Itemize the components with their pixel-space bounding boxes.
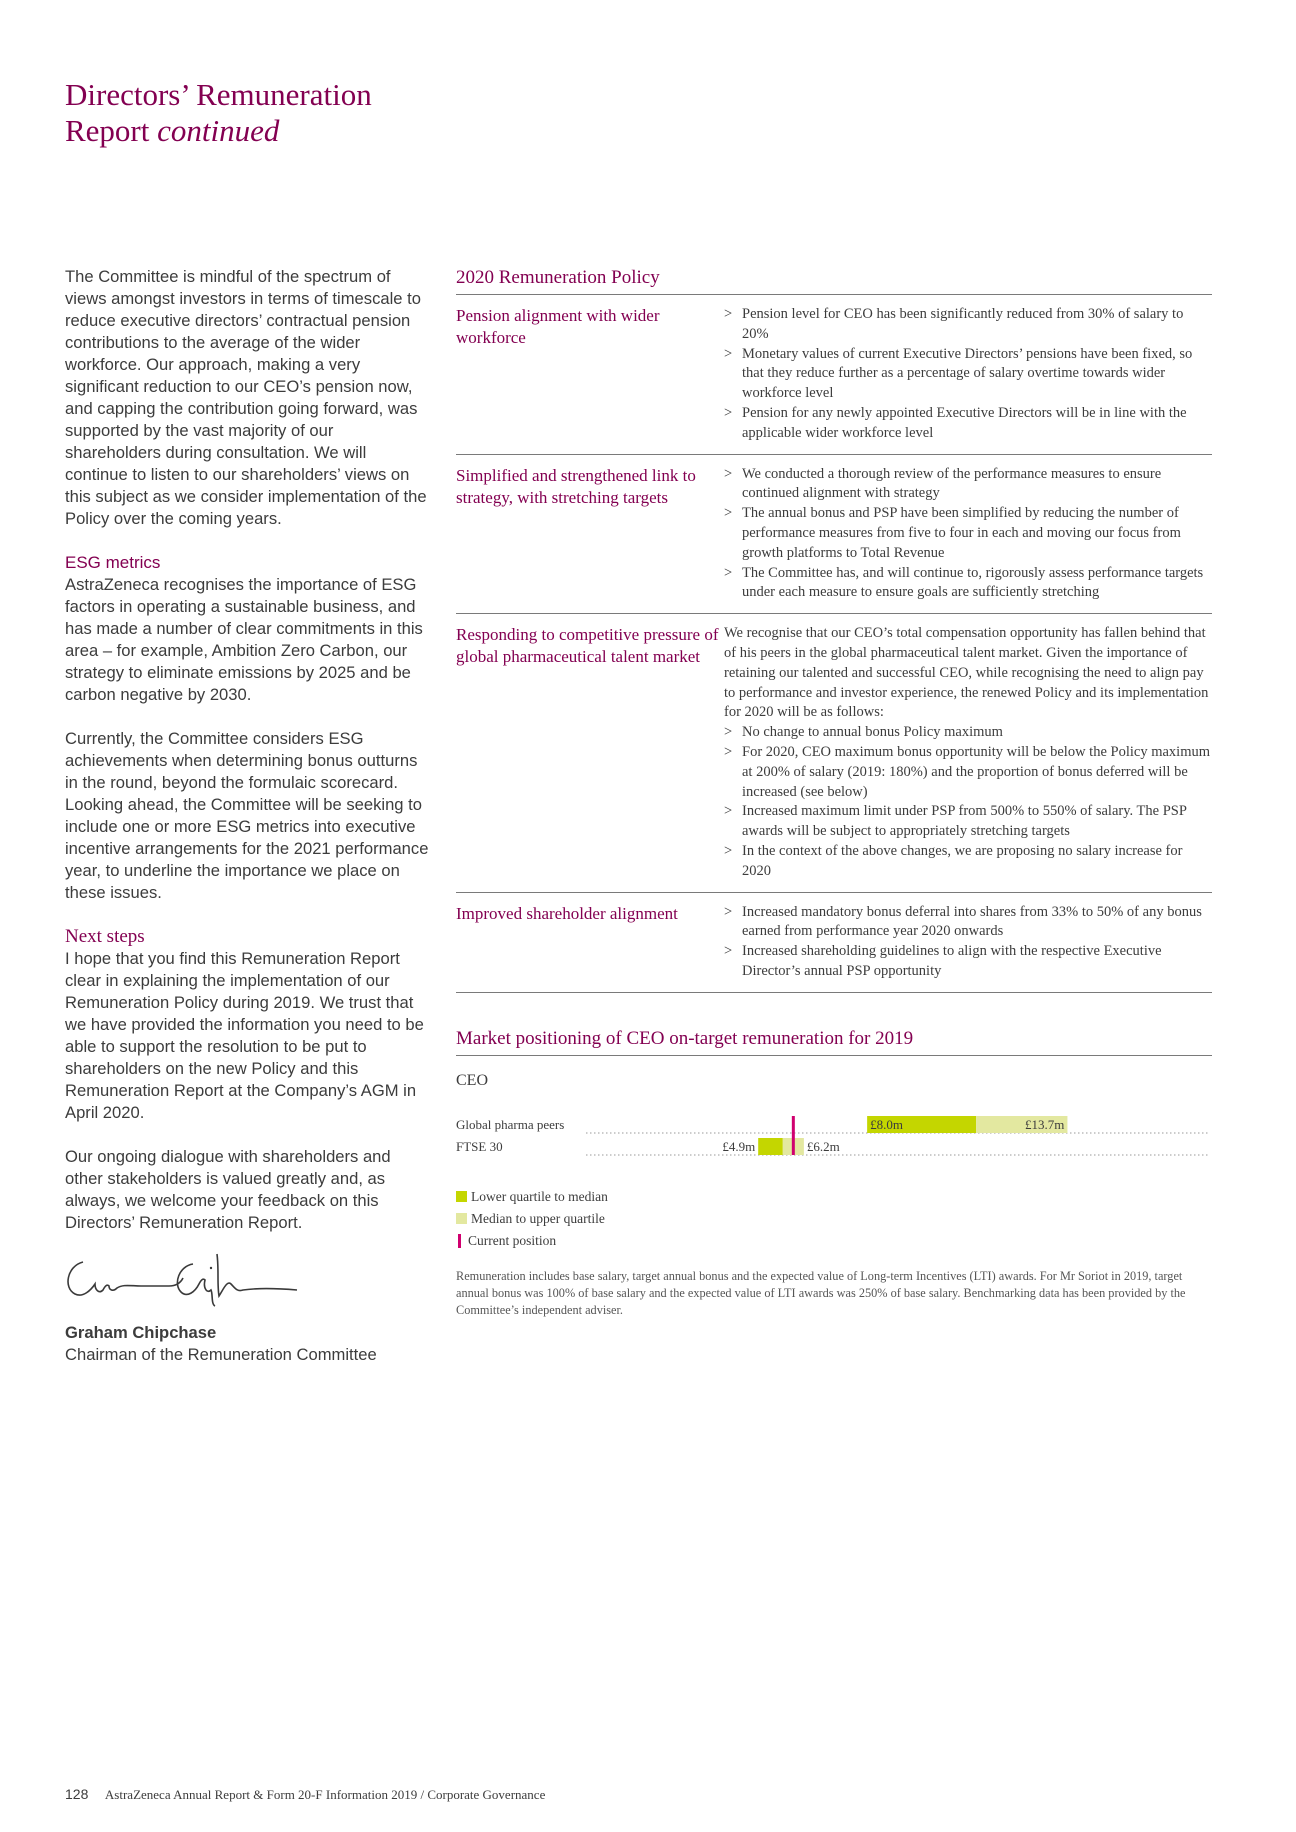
policy-row-intro: We recognise that our CEO’s total compensation opportunity has fallen behind that of his peers in the global pharmaceutical talent market. Given the importance of retaining our talented and successful CEO, while recognising the need to align pay to performance and investor experience, the renewed Policy and its implementation for 2020 will be as follows: (724, 625, 1209, 721)
title-line1: Directors’ Remuneration (65, 77, 372, 112)
policy-bullet: > The Committee has, and will continue to, rigorously assess performance targets under each measure to ensure goals are sufficiently stretching (724, 564, 1212, 604)
legend-item-lower (456, 1186, 608, 1208)
signer-title: Chairman of the Remuneration Committee (65, 1345, 377, 1364)
upper-quartile-label: £13.7m (1025, 1116, 1065, 1132)
legend-label: Lower quartile to median (471, 1188, 608, 1204)
market-chart (456, 1104, 1212, 1264)
esg-paragraph-2: Currently, the Committee considers ESG achievements when determining bonus outturns in the round, beyond the formulaic scorecard. Looking ahead, the Committee will be seeking to include one or more ESG metrics into executive incentive arrangements for the 2021 performance year, to underline the importance we place on these issues. (65, 729, 429, 902)
ceo-label: CEO (456, 1071, 488, 1089)
legend-item-current (456, 1230, 608, 1252)
lower-quartile-label: £8.0m (870, 1116, 904, 1132)
footer-text: AstraZeneca Annual Report & Form 20-F Information 2019 / Corporate Governance (104, 1787, 546, 1802)
legend-swatch-lower (456, 1191, 467, 1202)
policy-row-label: Pension alignment with wider workforce (456, 306, 660, 347)
page-title (65, 77, 372, 149)
page-footer (65, 1786, 545, 1803)
next-steps-paragraph-2: Our ongoing dialogue with shareholders and other stakeholders is valued greatly and, as always, we welcome your feedback on this Directors’ Remuneration Report. (65, 1147, 391, 1232)
title-continued: continued (157, 113, 280, 148)
market-section-title: Market positioning of CEO on-target remuneration for 2019 (456, 1027, 1212, 1056)
next-steps-paragraph-1: I hope that you find this Remuneration Report clear in explaining the implementation of our Remuneration Policy during 2019. We trust that we have provided the information you need to be able to support the resolution to be put to shareholders on the new Policy and this Remuneration Report at the Company’s AGM in April 2020. (65, 949, 424, 1122)
policy-row-content (724, 903, 1212, 982)
policy-bullet: > In the context of the above changes, we are proposing no salary increase for 2020 (724, 842, 1212, 882)
policy-row-label: Simplified and strengthened link to strategy, with stretching targets (456, 465, 696, 507)
policy-bullet: > For 2020, CEO maximum bonus opportunity will be below the Policy maximum at 200% of salary (2019: 180%) and the proportion of bonus deferred will be increased (see below) (724, 743, 1212, 802)
lower-quartile-label: £4.9m (722, 1138, 756, 1154)
signer-name: Graham Chipchase (65, 1323, 217, 1342)
category-label: FTSE 30 (456, 1138, 503, 1154)
policy-bullet: > Pension level for CEO has been significantly reduced from 30% of salary to 20% (724, 305, 1212, 345)
policy-bullet: > We conducted a thorough review of the performance measures to ensure continued alignment with strategy (724, 465, 1212, 505)
category-label: Global pharma peers (456, 1116, 565, 1132)
policy-row-strategy (456, 455, 1212, 615)
policy-bullet: > Increased maximum limit under PSP from 500% to 550% of salary. The PSP awards will be subject to appropriately stretching targets (724, 802, 1212, 842)
left-column (65, 266, 433, 1366)
esg-heading: ESG metrics (65, 553, 161, 572)
policy-row-content (724, 624, 1212, 881)
policy-bullet: > The annual bonus and PSP have been simplified by reducing the number of performance measures from five to four in each and moving our focus from growth platforms to Total Revenue (724, 504, 1212, 563)
legend-label: Median to upper quartile (471, 1210, 605, 1226)
legend-swatch-current (458, 1234, 461, 1248)
policy-row-content (724, 305, 1212, 444)
chart-legend (456, 1186, 608, 1252)
policy-bullet: > No change to annual bonus Policy maximum (724, 723, 1212, 743)
chart-footnote: Remuneration includes base salary, target annual bonus and the expected value of Long-term Incentives (LTI) awards. For Mr Soriot in 2019, target annual bonus was 100% of base salary and the expected value of LTI awards was 250% of base salary. Benchmarking data has been provided by the Committee’s independent adviser. (456, 1268, 1186, 1317)
policy-bullet: > Increased mandatory bonus deferral into shares from 33% to 50% of any bonus earned from performance year 2020 onwards (724, 903, 1212, 943)
policy-row-shareholder (456, 893, 1212, 993)
policy-section-title: 2020 Remuneration Policy (456, 266, 1212, 295)
policy-row-content (724, 465, 1212, 604)
title-line2: Report (65, 113, 150, 148)
market-chart-svg (456, 1104, 1212, 1184)
current-position-marker (792, 1116, 795, 1155)
upper-quartile-label: £6.2m (806, 1138, 840, 1154)
policy-bullet: > Increased shareholding guidelines to align with the respective Executive Director’s annual PSP opportunity (724, 942, 1212, 982)
legend-item-upper (456, 1208, 608, 1230)
esg-paragraph-1: AstraZeneca recognises the importance of ESG factors in operating a sustainable business, and has made a number of clear commitments in this area – for example, Ambition Zero Carbon, our strategy to eliminate emissions by 2025 and be carbon negative by 2030. (65, 575, 423, 704)
policy-row-label: Responding to competitive pressure of global pharmaceutical talent market (456, 625, 719, 667)
intro-paragraph: The Committee is mindful of the spectrum of views amongst investors in terms of timescale to reduce executive directors’ contractual pension contributions to the average of the wider workforce. Our approach, making a very significant reduction to our CEO’s pension now, and capping the contribution going forward, was supported by the vast majority of our shareholders during consultation. We will continue to listen to our shareholders’ views on this subject as we consider implementation of the Policy over the coming years. (65, 267, 427, 528)
policy-row-talent-market (456, 614, 1212, 892)
right-column (456, 266, 1212, 1319)
policy-bullet: > Pension for any newly appointed Executive Directors will be in line with the applicable wider workforce level (724, 404, 1212, 444)
bar-lower-to-median (758, 1138, 783, 1155)
signature-image (61, 1244, 301, 1308)
policy-bullet: > Monetary values of current Executive Directors’ pensions have been fixed, so that they reduce further as a percentage of salary overtime towards wider workforce level (724, 345, 1212, 404)
legend-label: Current position (468, 1232, 557, 1248)
page-number: 128 (65, 1786, 89, 1802)
next-steps-heading: Next steps (65, 926, 145, 947)
policy-row-label: Improved shareholder alignment (456, 903, 678, 923)
legend-swatch-upper (456, 1213, 467, 1224)
market-positioning-section (456, 1027, 1212, 1319)
policy-row-pension (456, 295, 1212, 455)
